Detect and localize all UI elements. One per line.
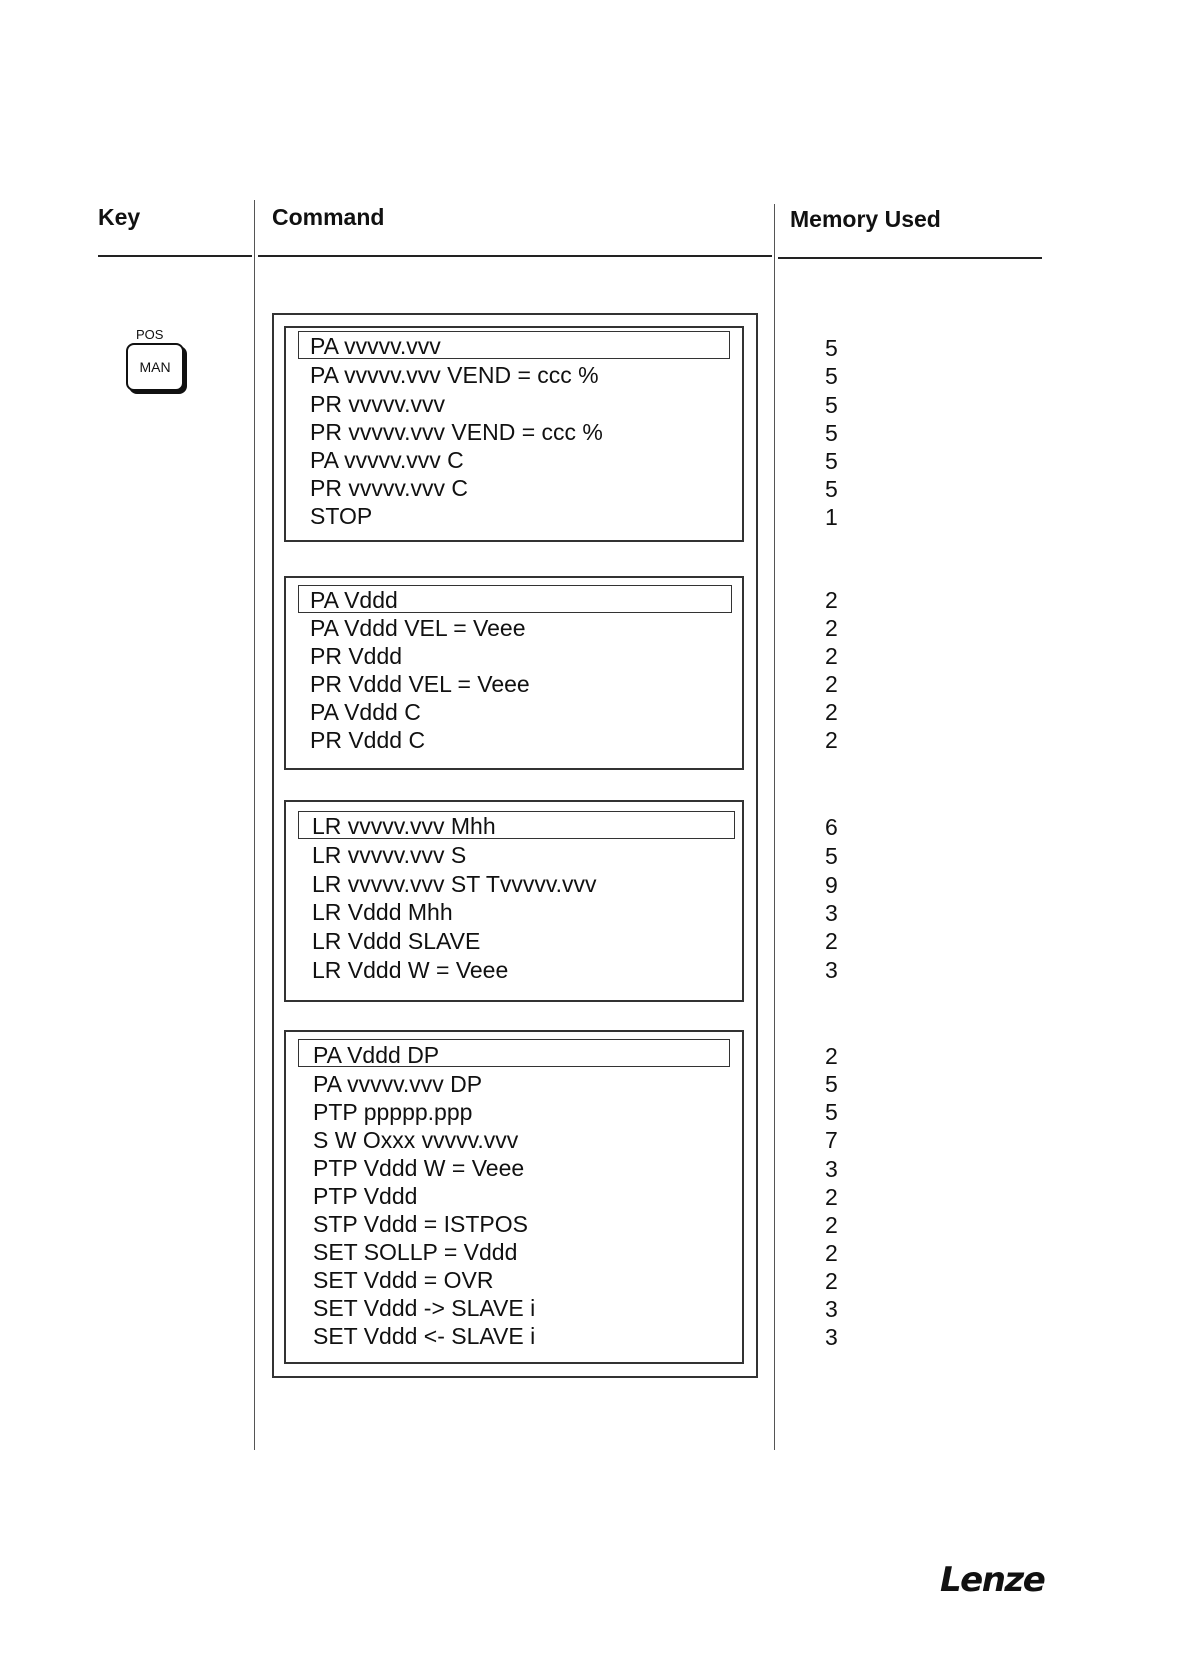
- memory-value: 5: [825, 363, 838, 389]
- memory-value: 5: [825, 448, 838, 474]
- key-top-label: POS: [136, 327, 164, 342]
- memory-value: 2: [825, 643, 838, 669]
- command-row: PA vvvvv.vvv VEND = ccc %: [310, 362, 599, 388]
- command-row: PA Vddd DP: [313, 1042, 440, 1068]
- memory-value: 6: [825, 814, 838, 840]
- memory-value: 3: [825, 957, 838, 983]
- command-row: PTP Vddd: [313, 1183, 418, 1209]
- memory-value: 2: [825, 1043, 838, 1069]
- column-divider-left: [254, 200, 255, 1450]
- command-row: SET Vddd -> SLAVE i: [313, 1295, 536, 1321]
- memory-value: 3: [825, 1324, 838, 1350]
- command-row: PA vvvvv.vvv DP: [313, 1071, 483, 1097]
- memory-value: 5: [825, 420, 838, 446]
- memory-value: 5: [825, 1071, 838, 1097]
- command-row: STOP: [310, 503, 373, 529]
- memory-value: 2: [825, 615, 838, 641]
- command-row: LR Vddd SLAVE: [312, 928, 481, 954]
- memory-value: 3: [825, 1156, 838, 1182]
- memory-value: 2: [825, 727, 838, 753]
- memory-value: 2: [825, 1268, 838, 1294]
- command-row: PA vvvvv.vvv: [310, 333, 441, 359]
- command-row: PA Vddd VEL = Veee: [310, 615, 526, 641]
- command-row: PA vvvvv.vvv C: [310, 447, 464, 473]
- command-row: LR vvvvv.vvv ST Tvvvvv.vvv: [312, 871, 597, 897]
- memory-value: 3: [825, 900, 838, 926]
- memory-value: 7: [825, 1127, 838, 1153]
- command-row: PR vvvvv.vvv C: [310, 475, 469, 501]
- command-row: STP Vddd = ISTPOS: [313, 1211, 528, 1237]
- command-row: SET Vddd <- SLAVE i: [313, 1323, 536, 1349]
- memory-value: 2: [825, 587, 838, 613]
- command-row: PA Vddd: [310, 587, 398, 613]
- command-row: SET SOLLP = Vddd: [313, 1239, 518, 1265]
- memory-value: 2: [825, 699, 838, 725]
- header-rule-key: [98, 255, 252, 257]
- header-rule-memory: [778, 257, 1042, 259]
- command-row: S W Oxxx vvvvv.vvv: [313, 1127, 519, 1153]
- command-row: PTP Vddd W = Veee: [313, 1155, 525, 1181]
- memory-value: 2: [825, 1240, 838, 1266]
- command-row: PR Vddd: [310, 643, 403, 669]
- command-row: PR Vddd C: [310, 727, 426, 753]
- command-row: PTP ppppp.ppp: [313, 1099, 473, 1125]
- memory-value: 5: [825, 1099, 838, 1125]
- command-row: PR vvvvv.vvv VEND = ccc %: [310, 419, 603, 445]
- command-row: LR Vddd Mhh: [312, 899, 453, 925]
- memory-value: 5: [825, 392, 838, 418]
- command-row: SET Vddd = OVR: [313, 1267, 494, 1293]
- memory-value: 9: [825, 872, 838, 898]
- column-divider-right: [774, 204, 775, 1450]
- command-row: PR Vddd VEL = Veee: [310, 671, 530, 697]
- memory-value: 2: [825, 1184, 838, 1210]
- memory-value: 2: [825, 671, 838, 697]
- key-label: MAN: [139, 359, 171, 375]
- key-column-header: Key: [98, 204, 141, 230]
- memory-value: 3: [825, 1296, 838, 1322]
- memory-value: 2: [825, 1212, 838, 1238]
- command-row: LR vvvvv.vvv S: [312, 842, 467, 868]
- command-row: PR vvvvv.vvv: [310, 391, 446, 417]
- memory-value: 2: [825, 928, 838, 954]
- command-row: PA Vddd C: [310, 699, 421, 725]
- lenze-logo: Lenze: [940, 1560, 1045, 1600]
- header-rule-command: [258, 255, 772, 257]
- pos-man-key: [126, 343, 184, 391]
- memory-value: 5: [825, 843, 838, 869]
- command-row: LR Vddd W = Veee: [312, 957, 509, 983]
- memory-value: 5: [825, 335, 838, 361]
- memory-column-header: Memory Used: [790, 206, 941, 232]
- command-row: LR vvvvv.vvv Mhh: [312, 813, 496, 839]
- memory-value: 5: [825, 476, 838, 502]
- command-column-header: Command: [272, 204, 385, 230]
- memory-value: 1: [825, 504, 838, 530]
